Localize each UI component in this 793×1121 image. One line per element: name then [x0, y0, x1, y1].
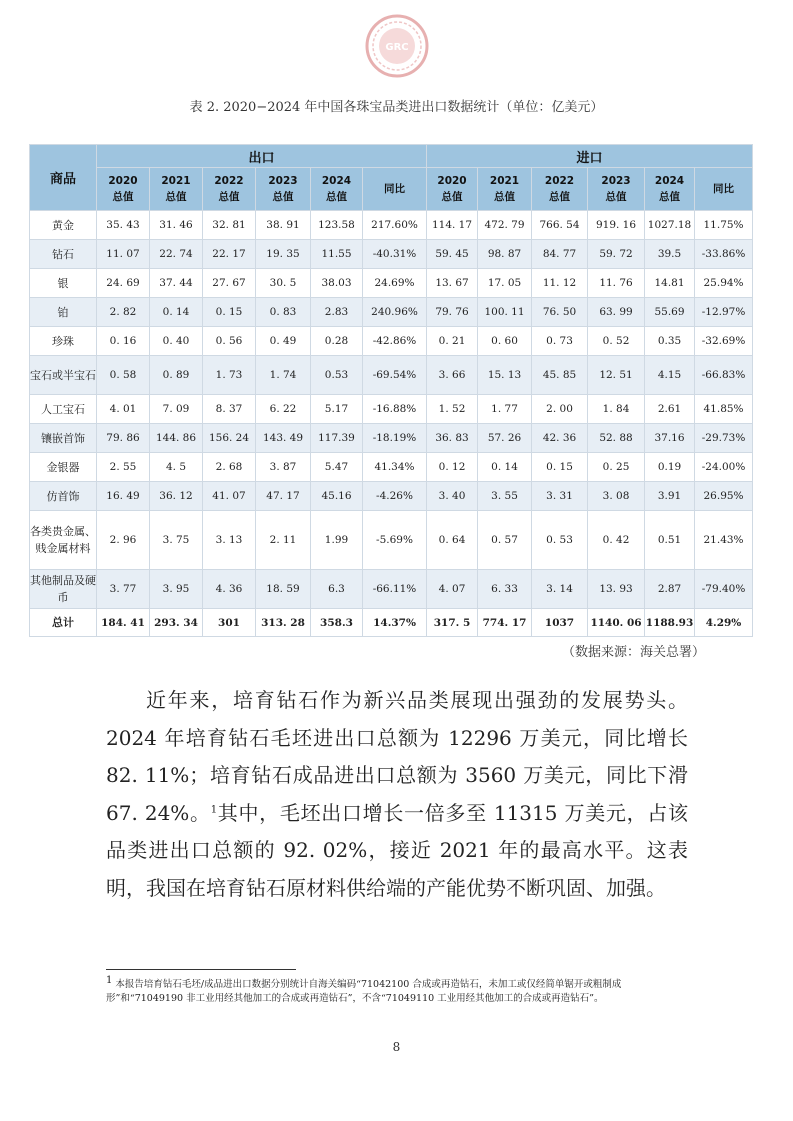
- product-name-cell: 黄金: [30, 211, 97, 240]
- value-cell: 32. 81: [203, 211, 256, 240]
- value-cell: 0. 56: [203, 327, 256, 356]
- year-sub-label: 总值: [605, 191, 627, 203]
- value-cell: -4.26%: [363, 482, 427, 511]
- value-cell: 919. 16: [588, 211, 645, 240]
- table-row: [30, 356, 753, 395]
- value-cell: 358.3: [311, 609, 363, 637]
- table-row: [30, 511, 753, 570]
- value-cell: 11. 76: [588, 269, 645, 298]
- value-cell: 15. 13: [478, 356, 532, 395]
- value-cell: 0. 60: [478, 327, 532, 356]
- value-cell: 6.3: [311, 570, 363, 609]
- import-year-header: [427, 168, 478, 211]
- value-cell: 3. 95: [150, 570, 203, 609]
- year-sub-label: 总值: [494, 191, 516, 203]
- value-cell: 4. 36: [203, 570, 256, 609]
- value-cell: 0.53: [311, 356, 363, 395]
- value-cell: 79. 86: [97, 424, 150, 453]
- product-name-cell: 宝石或半宝石: [30, 356, 97, 395]
- value-cell: 0. 42: [588, 511, 645, 570]
- value-cell: 293. 34: [150, 609, 203, 637]
- value-cell: 4.15: [645, 356, 695, 395]
- product-name-cell: 各类贵金属、贱金属材料: [30, 511, 97, 570]
- value-cell: -24.00%: [695, 453, 753, 482]
- value-cell: 2.83: [311, 298, 363, 327]
- year-label: 2020: [437, 175, 467, 187]
- body-text: [106, 682, 688, 907]
- value-cell: -66.83%: [695, 356, 753, 395]
- export-header: 出口: [97, 145, 427, 168]
- value-cell: 1. 74: [256, 356, 311, 395]
- year-sub-label: 总值: [326, 191, 347, 203]
- value-cell: -69.54%: [363, 356, 427, 395]
- value-cell: 13. 93: [588, 570, 645, 609]
- value-cell: 0. 21: [427, 327, 478, 356]
- value-cell: 0. 83: [256, 298, 311, 327]
- value-cell: 7. 09: [150, 395, 203, 424]
- value-cell: 0. 15: [203, 298, 256, 327]
- year-label: 2022: [544, 175, 575, 187]
- value-cell: 472. 79: [478, 211, 532, 240]
- value-cell: 301: [203, 609, 256, 637]
- product-name-cell: 珍珠: [30, 327, 97, 356]
- value-cell: -66.11%: [363, 570, 427, 609]
- value-cell: 38. 91: [256, 211, 311, 240]
- value-cell: -42.86%: [363, 327, 427, 356]
- product-name-cell: 仿首饰: [30, 482, 97, 511]
- value-cell: 39.5: [645, 240, 695, 269]
- value-cell: 1037: [532, 609, 588, 637]
- year-label: 2020: [108, 175, 138, 187]
- value-cell: 117.39: [311, 424, 363, 453]
- year-label: 2024: [654, 175, 685, 187]
- value-cell: 18. 59: [256, 570, 311, 609]
- footnote-marker: 1: [106, 974, 113, 986]
- year-label: 2024: [321, 175, 352, 187]
- table-row: [30, 211, 753, 240]
- import-year-header: [532, 168, 588, 211]
- value-cell: 2. 55: [97, 453, 150, 482]
- value-cell: 11.55: [311, 240, 363, 269]
- value-cell: 1. 77: [478, 395, 532, 424]
- value-cell: 0. 57: [478, 511, 532, 570]
- value-cell: 5.17: [311, 395, 363, 424]
- table-caption: 表 2. 2020−2024 年中国各珠宝品类进出口数据统计（单位：亿美元）: [189, 100, 604, 115]
- value-cell: 24. 69: [97, 269, 150, 298]
- source-note: （数据来源：海关总署）: [561, 645, 705, 660]
- value-cell: 1. 73: [203, 356, 256, 395]
- export-year-header: [256, 168, 311, 211]
- value-cell: 14.81: [645, 269, 695, 298]
- value-cell: 55.69: [645, 298, 695, 327]
- product-name-cell: 金银器: [30, 453, 97, 482]
- value-cell: 4. 07: [427, 570, 478, 609]
- value-cell: 3. 75: [150, 511, 203, 570]
- value-cell: 8. 37: [203, 395, 256, 424]
- export-year-header: [203, 168, 256, 211]
- value-cell: 27. 67: [203, 269, 256, 298]
- value-cell: 16. 49: [97, 482, 150, 511]
- value-cell: 36. 12: [150, 482, 203, 511]
- export-year-header: [97, 168, 150, 211]
- value-cell: 156. 24: [203, 424, 256, 453]
- value-cell: 47. 17: [256, 482, 311, 511]
- year-sub-label: 总值: [218, 191, 240, 203]
- body-part-1: 近年来，培育钻石作为新兴品类展现出强劲的发展势头。2024 年培育钻石毛坯进出口总额为 12296 万美元，同比增长 82. 11%；培育钻石成品进出口总额为 3560 万美元，同比下滑 67. 24%。: [106, 688, 688, 825]
- value-cell: 3. 08: [588, 482, 645, 511]
- year-label: 2021: [489, 175, 520, 187]
- footnote-divider: [106, 969, 296, 970]
- value-cell: 1140. 06: [588, 609, 645, 637]
- value-cell: 0. 14: [478, 453, 532, 482]
- value-cell: 45. 85: [532, 356, 588, 395]
- year-label: 2022: [214, 175, 244, 187]
- value-cell: 0. 64: [427, 511, 478, 570]
- year-sub-label: 总值: [112, 191, 134, 203]
- total-row: [30, 609, 753, 637]
- value-cell: 3. 66: [427, 356, 478, 395]
- export-year-header: [311, 168, 363, 211]
- value-cell: 3. 55: [478, 482, 532, 511]
- value-cell: 240.96%: [363, 298, 427, 327]
- year-sub-label: 总值: [659, 191, 681, 203]
- table-row: [30, 327, 753, 356]
- year-label: 2023: [268, 175, 298, 187]
- value-cell: 6. 33: [478, 570, 532, 609]
- value-cell: 0. 89: [150, 356, 203, 395]
- value-cell: 37. 44: [150, 269, 203, 298]
- trade-table: [29, 144, 753, 637]
- value-cell: 35. 43: [97, 211, 150, 240]
- value-cell: 1.99: [311, 511, 363, 570]
- value-cell: 1188.93: [645, 609, 695, 637]
- import-year-header: [645, 168, 695, 211]
- value-cell: -18.19%: [363, 424, 427, 453]
- value-cell: 38.03: [311, 269, 363, 298]
- year-sub-label: 总值: [549, 191, 571, 203]
- value-cell: 41.34%: [363, 453, 427, 482]
- value-cell: -12.97%: [695, 298, 753, 327]
- value-cell: 2.61: [645, 395, 695, 424]
- value-cell: 2. 96: [97, 511, 150, 570]
- value-cell: 63. 99: [588, 298, 645, 327]
- value-cell: 100. 11: [478, 298, 532, 327]
- value-cell: 3. 14: [532, 570, 588, 609]
- value-cell: 3. 13: [203, 511, 256, 570]
- value-cell: 0. 12: [427, 453, 478, 482]
- value-cell: -33.86%: [695, 240, 753, 269]
- footnote-ref: 1: [210, 803, 218, 815]
- grc-seal-logo-icon: [365, 14, 429, 78]
- value-cell: -79.40%: [695, 570, 753, 609]
- value-cell: 76. 50: [532, 298, 588, 327]
- value-cell: 2. 68: [203, 453, 256, 482]
- value-cell: 57. 26: [478, 424, 532, 453]
- value-cell: 31. 46: [150, 211, 203, 240]
- year-sub-label: 总值: [272, 191, 294, 203]
- value-cell: 2.87: [645, 570, 695, 609]
- value-cell: 313. 28: [256, 609, 311, 637]
- value-cell: 3. 87: [256, 453, 311, 482]
- value-cell: 4.29%: [695, 609, 753, 637]
- product-name-cell: 其他制品及硬币: [30, 570, 97, 609]
- value-cell: -16.88%: [363, 395, 427, 424]
- value-cell: 0. 53: [532, 511, 588, 570]
- value-cell: 0. 73: [532, 327, 588, 356]
- year-label: 2021: [161, 175, 191, 187]
- value-cell: 123.58: [311, 211, 363, 240]
- body-paragraph: [106, 682, 688, 907]
- value-cell: 41. 07: [203, 482, 256, 511]
- product-header: 商品: [30, 145, 97, 211]
- import-year-header: [588, 168, 645, 211]
- value-cell: 184. 41: [97, 609, 150, 637]
- value-cell: 22. 74: [150, 240, 203, 269]
- value-cell: 11. 07: [97, 240, 150, 269]
- product-name-cell: 人工宝石: [30, 395, 97, 424]
- product-name-cell: 银: [30, 269, 97, 298]
- value-cell: 317. 5: [427, 609, 478, 637]
- value-cell: -5.69%: [363, 511, 427, 570]
- value-cell: 0. 49: [256, 327, 311, 356]
- table-row: [30, 424, 753, 453]
- body-part-2: 其中，毛坯出口增长一倍多至 11315 万美元，占该品类进出口总额的 92. 02%，接近 2021 年的最高水平。这表明，我国在培育钻石原材料供给端的产能优势不断巩固、加强。: [106, 800, 688, 900]
- value-cell: 0. 58: [97, 356, 150, 395]
- value-cell: 1. 52: [427, 395, 478, 424]
- table-row: [30, 453, 753, 482]
- value-cell: 0.19: [645, 453, 695, 482]
- value-cell: 0.28: [311, 327, 363, 356]
- value-cell: 25.94%: [695, 269, 753, 298]
- value-cell: 21.43%: [695, 511, 753, 570]
- footnote-text: 本报告培育钻石毛坯/成品进出口数据分别统计自海关编码“71042100 合成或再造钻石，未加工或仅经简单锯开或粗制成形”和“71049190 非工业用经其他加工的合成或再造钻石”，不含“71049110 工业用经其他加工的合成或再造钻石”。: [106, 979, 622, 1004]
- value-cell: 6. 22: [256, 395, 311, 424]
- value-cell: 2. 00: [532, 395, 588, 424]
- table-body: [30, 211, 753, 637]
- value-cell: 2. 11: [256, 511, 311, 570]
- value-cell: 13. 67: [427, 269, 478, 298]
- value-cell: 3.91: [645, 482, 695, 511]
- table-row: [30, 395, 753, 424]
- value-cell: 59. 72: [588, 240, 645, 269]
- table-row: [30, 240, 753, 269]
- value-cell: 98. 87: [478, 240, 532, 269]
- value-cell: 0. 52: [588, 327, 645, 356]
- value-cell: 59. 45: [427, 240, 478, 269]
- table-row: [30, 482, 753, 511]
- value-cell: 0. 14: [150, 298, 203, 327]
- page-number: 8: [392, 1040, 401, 1054]
- value-cell: 52. 88: [588, 424, 645, 453]
- value-cell: 17. 05: [478, 269, 532, 298]
- value-cell: 3. 31: [532, 482, 588, 511]
- value-cell: 4. 5: [150, 453, 203, 482]
- value-cell: 79. 76: [427, 298, 478, 327]
- value-cell: 0. 25: [588, 453, 645, 482]
- value-cell: 0.35: [645, 327, 695, 356]
- value-cell: 4. 01: [97, 395, 150, 424]
- product-name-cell: 铂: [30, 298, 97, 327]
- value-cell: 0. 15: [532, 453, 588, 482]
- import-year-header: [478, 168, 532, 211]
- value-cell: 144. 86: [150, 424, 203, 453]
- value-cell: 766. 54: [532, 211, 588, 240]
- value-cell: 45.16: [311, 482, 363, 511]
- product-name-cell: 镶嵌首饰: [30, 424, 97, 453]
- export-yoy-header: 同比: [363, 168, 427, 211]
- table-row: [30, 570, 753, 609]
- value-cell: 24.69%: [363, 269, 427, 298]
- value-cell: 774. 17: [478, 609, 532, 637]
- value-cell: 3. 77: [97, 570, 150, 609]
- table-row: [30, 269, 753, 298]
- value-cell: 11. 12: [532, 269, 588, 298]
- year-sub-label: 总值: [165, 191, 187, 203]
- import-header: 进口: [427, 145, 753, 168]
- footnote: [106, 974, 691, 1006]
- value-cell: 0. 16: [97, 327, 150, 356]
- value-cell: 30. 5: [256, 269, 311, 298]
- value-cell: -29.73%: [695, 424, 753, 453]
- table-row: [30, 298, 753, 327]
- value-cell: 22. 17: [203, 240, 256, 269]
- year-header-row: [30, 168, 753, 211]
- year-label: 2023: [601, 175, 631, 187]
- value-cell: 217.60%: [363, 211, 427, 240]
- product-name-cell: 总计: [30, 609, 97, 637]
- value-cell: 114. 17: [427, 211, 478, 240]
- value-cell: 41.85%: [695, 395, 753, 424]
- value-cell: 11.75%: [695, 211, 753, 240]
- logo-label: GRC: [385, 42, 409, 53]
- value-cell: 143. 49: [256, 424, 311, 453]
- value-cell: 1. 84: [588, 395, 645, 424]
- value-cell: 42. 36: [532, 424, 588, 453]
- value-cell: 36. 83: [427, 424, 478, 453]
- value-cell: 12. 51: [588, 356, 645, 395]
- product-name-cell: 钻石: [30, 240, 97, 269]
- value-cell: 14.37%: [363, 609, 427, 637]
- value-cell: -40.31%: [363, 240, 427, 269]
- value-cell: 84. 77: [532, 240, 588, 269]
- value-cell: 37.16: [645, 424, 695, 453]
- value-cell: 19. 35: [256, 240, 311, 269]
- import-yoy-header: 同比: [695, 168, 753, 211]
- value-cell: -32.69%: [695, 327, 753, 356]
- year-sub-label: 总值: [441, 191, 463, 203]
- value-cell: 2. 82: [97, 298, 150, 327]
- value-cell: 0. 40: [150, 327, 203, 356]
- trade-table-container: [29, 144, 752, 637]
- export-year-header: [150, 168, 203, 211]
- value-cell: 26.95%: [695, 482, 753, 511]
- value-cell: 1027.18: [645, 211, 695, 240]
- value-cell: 0.51: [645, 511, 695, 570]
- value-cell: 3. 40: [427, 482, 478, 511]
- value-cell: 5.47: [311, 453, 363, 482]
